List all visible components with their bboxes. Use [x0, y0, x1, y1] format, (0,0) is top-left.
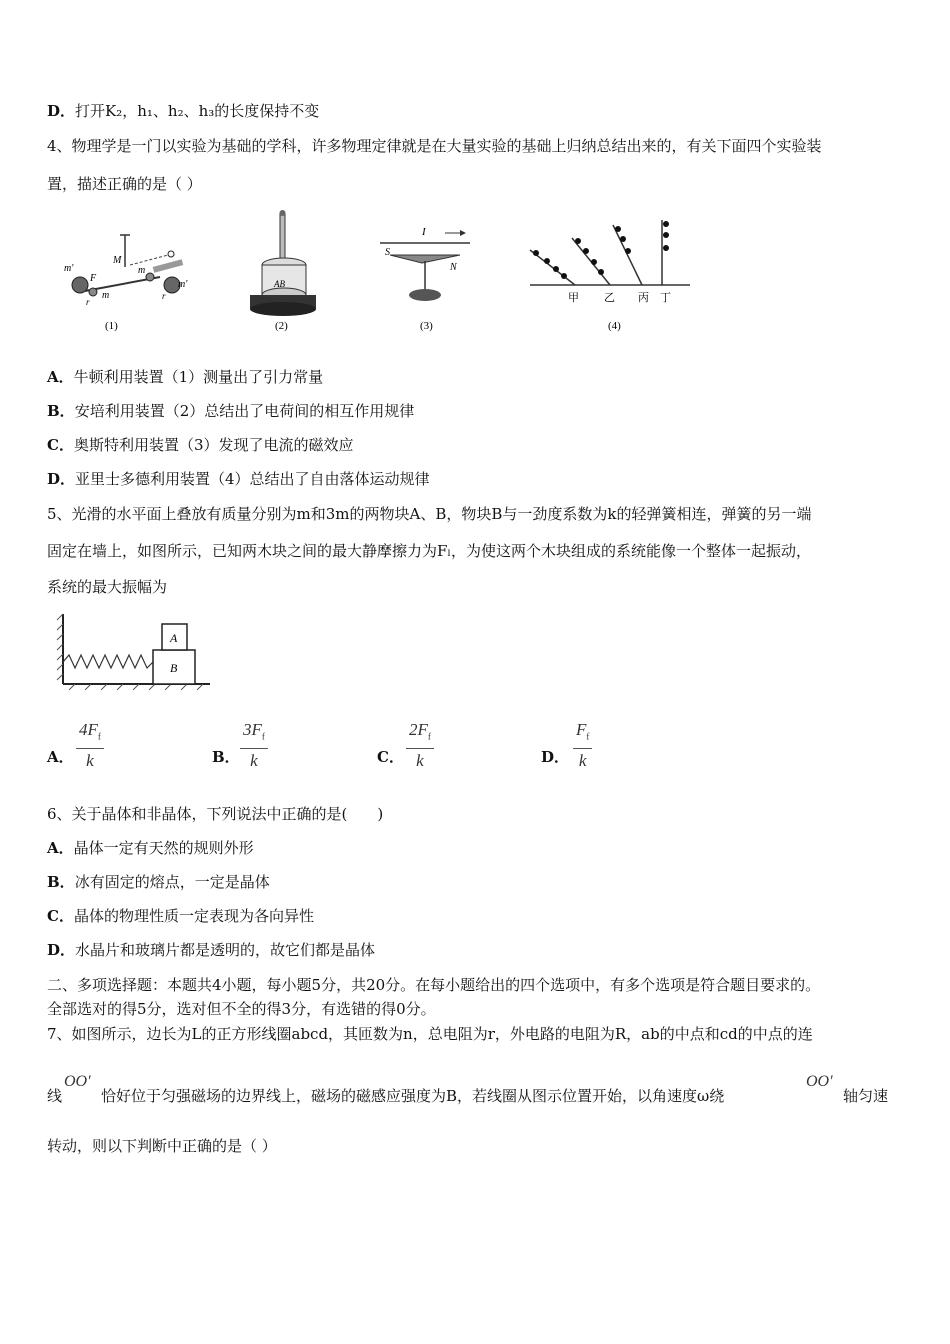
q4-stem-line2: 置，描述正确的是（ ） — [47, 175, 202, 193]
q5-option-c-label: C． — [377, 748, 404, 766]
fig2-label: (2) — [275, 320, 288, 332]
q6-option-c: C．晶体的物理性质一定表现为各向异性 — [47, 907, 314, 925]
q5-option-b-fraction: $3F_f$ k — [240, 720, 268, 771]
section2-line1: 二、多项选择题：本题共4小题，每小题5分，共20分。在每小题给出的四个选项中，有多个选项是符合题目要求的。 — [47, 976, 821, 994]
fig1-F: F — [90, 273, 97, 284]
q7-line2-c: 轴匀速 — [843, 1087, 889, 1105]
q5-option-d-label: D． — [541, 748, 570, 766]
q4-option-b: B．安培利用装置（2）总结出了电荷间的相互作用规律 — [47, 402, 415, 420]
q5-option-a-label: A． — [47, 748, 74, 766]
fig1-mprime-left: m' — [64, 263, 74, 274]
figure-4-inclined-planes — [530, 220, 690, 332]
q6-option-b: B．冰有固定的熔点，一定是晶体 — [47, 873, 270, 891]
q7-oo-symbol-1: OO′ — [64, 1073, 91, 1090]
fig4-bing: 丙 — [638, 292, 649, 304]
q5-option-c-fraction: $2F_f$ k — [406, 720, 434, 771]
q4-figures — [50, 205, 690, 345]
q5-option-d-fraction: $F_f$ k — [573, 720, 592, 771]
q7-line2-b: 恰好位于匀强磁场的边界线上，磁场的磁感应强度为B，若线圈从图示位置开始，以角速度ω绕 — [101, 1087, 725, 1105]
section2-line2: 全部选对的得5分，选对但不全的得3分，有选错的得0分。 — [47, 1000, 436, 1018]
fig3-S: S — [385, 247, 390, 258]
q5-fig-B: B — [170, 661, 178, 675]
prev-option-d-text: 打开K₂，h₁、h₂、h₃的长度保持不变 — [75, 102, 320, 120]
q6-option-d: D．水晶片和玻璃片都是透明的，故它们都是晶体 — [47, 941, 376, 959]
prev-option-d-label: D． — [47, 102, 76, 120]
q5-option-a-fraction: $4F_f$ k — [76, 720, 104, 771]
figure-2-coulomb-balance — [250, 210, 316, 332]
figure-1-torsion-balance — [64, 235, 188, 332]
q5-stem-line3: 系统的最大振幅为 — [47, 578, 168, 596]
fig1-m: m — [102, 290, 110, 301]
fig3-label: (3) — [420, 320, 433, 332]
q4-stem-line1: 4、物理学是一门以实验为基础的学科，许多物理定律就是在大量实验的基础上归纳总结出来的，有关下面四个实验装 — [47, 137, 822, 155]
fig4-yi: 乙 — [604, 292, 615, 304]
q6-stem: 6、关于晶体和非晶体，下列说法中正确的是( ) — [47, 805, 384, 823]
fig4-label: (4) — [608, 320, 621, 332]
fig1-r-right: r — [162, 291, 166, 301]
fig1-label: (1) — [105, 320, 118, 332]
fig1-m2: m — [138, 265, 146, 276]
fig2-AB: AB — [274, 279, 285, 289]
fig3-N: N — [450, 262, 457, 273]
q5-spring-block-figure — [55, 610, 215, 690]
fig4-ding: 丁 — [660, 292, 671, 304]
q7-oo-symbol-2: OO′ — [806, 1073, 833, 1090]
q4-option-d: D．亚里士多德利用装置（4）总结出了自由落体运动规律 — [47, 470, 430, 488]
q5-fig-A: A — [170, 631, 178, 645]
fig4-jia: 甲 — [568, 292, 579, 304]
q5-stem-line2: 固定在墙上，如图所示，已知两木块之间的最大静摩擦力为Fₗ，为使这两个木块组成的系统能像一个整体一起振动， — [47, 542, 812, 560]
q5-option-b-label: B． — [212, 748, 240, 766]
fig1-mprime-right: m' — [178, 279, 188, 290]
q7-line2-a: 线 — [47, 1087, 63, 1105]
q7-stem-line1: 7、如图所示，边长为L的正方形线圈abcd，其匝数为n，总电阻为r，外电路的电阻为R，ab的中点和cd的中点的连 — [47, 1025, 813, 1043]
prev-option-d — [47, 101, 319, 121]
q5-stem-line1: 5、光滑的水平面上叠放有质量分别为m和3m的两物块A、B，物块B与一劲度系数为k的轻弹簧相连，弹簧的另一端 — [47, 505, 812, 523]
q4-option-c: C．奥斯特利用装置（3）发现了电流的磁效应 — [47, 436, 354, 454]
figure-3-oersted — [380, 226, 470, 332]
fig1-M: M — [113, 255, 122, 266]
fig3-I: I — [422, 226, 426, 238]
q4-option-a: A．牛顿利用装置（1）测量出了引力常量 — [47, 368, 324, 386]
q6-option-a: A．晶体一定有天然的规则外形 — [47, 839, 254, 857]
fig1-r-left: r — [86, 297, 90, 307]
q7-stem-line3: 转动，则以下判断中正确的是（ ） — [47, 1137, 277, 1155]
